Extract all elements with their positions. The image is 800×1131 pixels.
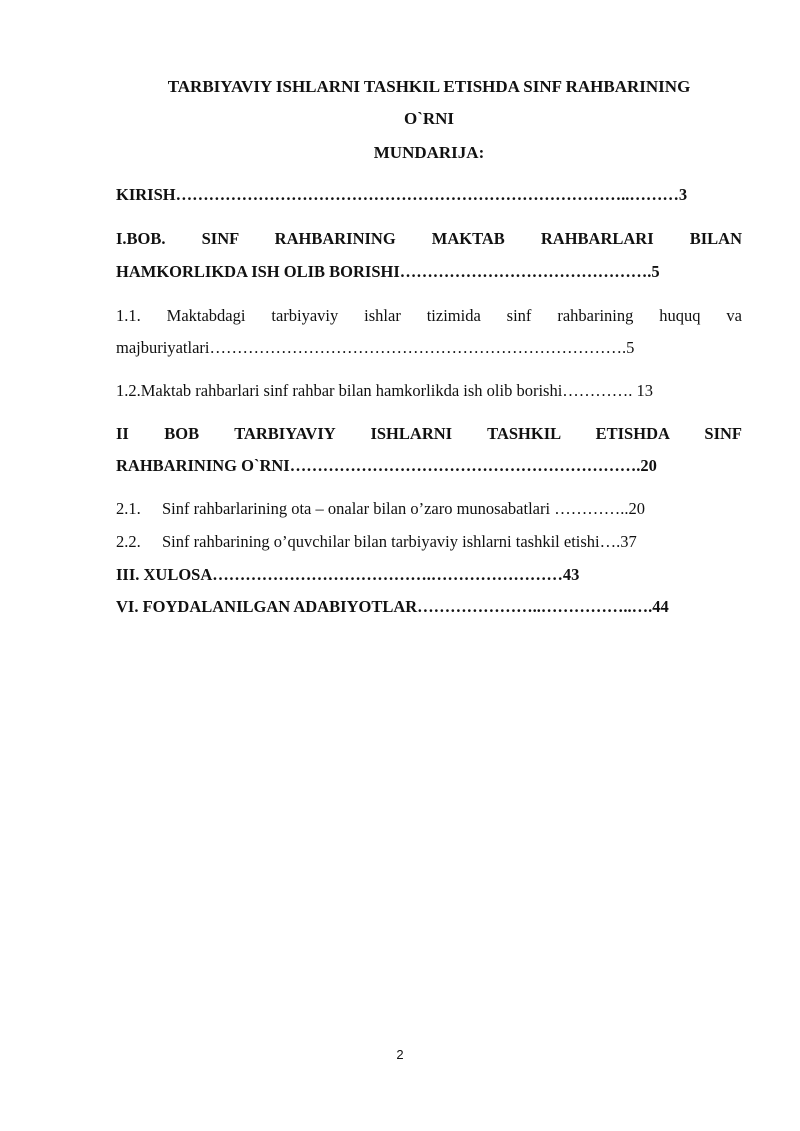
document-title-line-2: O`RNI: [403, 109, 455, 128]
toc-entry-bob2-line-2: RAHBARINING O`RNI……………………………………………………….20: [116, 456, 657, 475]
toc-entry-2-2: [116, 531, 742, 553]
toc-entry-2-1: [116, 498, 742, 520]
toc-entry-adabiyotlar: VI. FOYDALANILGAN ADABIYOTLAR…………………..……………..….44: [116, 597, 669, 616]
toc-entry-2-2-number: 2.2.: [116, 532, 141, 551]
toc-entry-2-1-number: 2.1.: [116, 499, 141, 518]
toc-entry-1-2: 1.2.Maktab rahbarlari sinf rahbar bilan hamkorlikda ish olib borishi…………. 13: [116, 381, 654, 400]
contents-heading: MUNDARIJA:: [373, 143, 485, 162]
page-number: 2: [396, 1047, 404, 1062]
toc-entry-bob1-line-2: HAMKORLIKDA ISH OLIB BORISHI……………………………………….5: [116, 262, 660, 281]
toc-entry-1-1-line-1: 1.1. Maktabdagi tarbiyaviy ishlar tizimida sinf rahbarining huquq va: [116, 306, 742, 325]
toc-entry-xulosa: III. XULOSA………………………………….……………………43: [116, 565, 580, 584]
toc-entry-2-2-text: Sinf rahbarining o’quvchilar bilan tarbiyaviy ishlarni tashkil etishi….37: [162, 532, 637, 551]
toc-entry-bob2-line-1: II BOB TARBIYAVIY ISHLARNI TASHKIL ETISHDA SINF: [116, 424, 742, 443]
toc-entry-kirish: KIRISH………………………………………………………………………..………3: [116, 185, 688, 204]
document-title-line-1: TARBIYAVIY ISHLARNI TASHKIL ETISHDA SINF RAHBARINING: [167, 77, 691, 96]
toc-entry-2-1-text: Sinf rahbarlarining ota – onalar bilan o’zaro munosabatlari …………..20: [162, 499, 645, 518]
toc-entry-1-1-line-2: majburiyatlari………………………………………………………………….5: [116, 338, 635, 357]
toc-entry-bob1-line-1: I.BOB. SINF RAHBARINING MAKTAB RAHBARLARI BILAN: [116, 229, 742, 248]
